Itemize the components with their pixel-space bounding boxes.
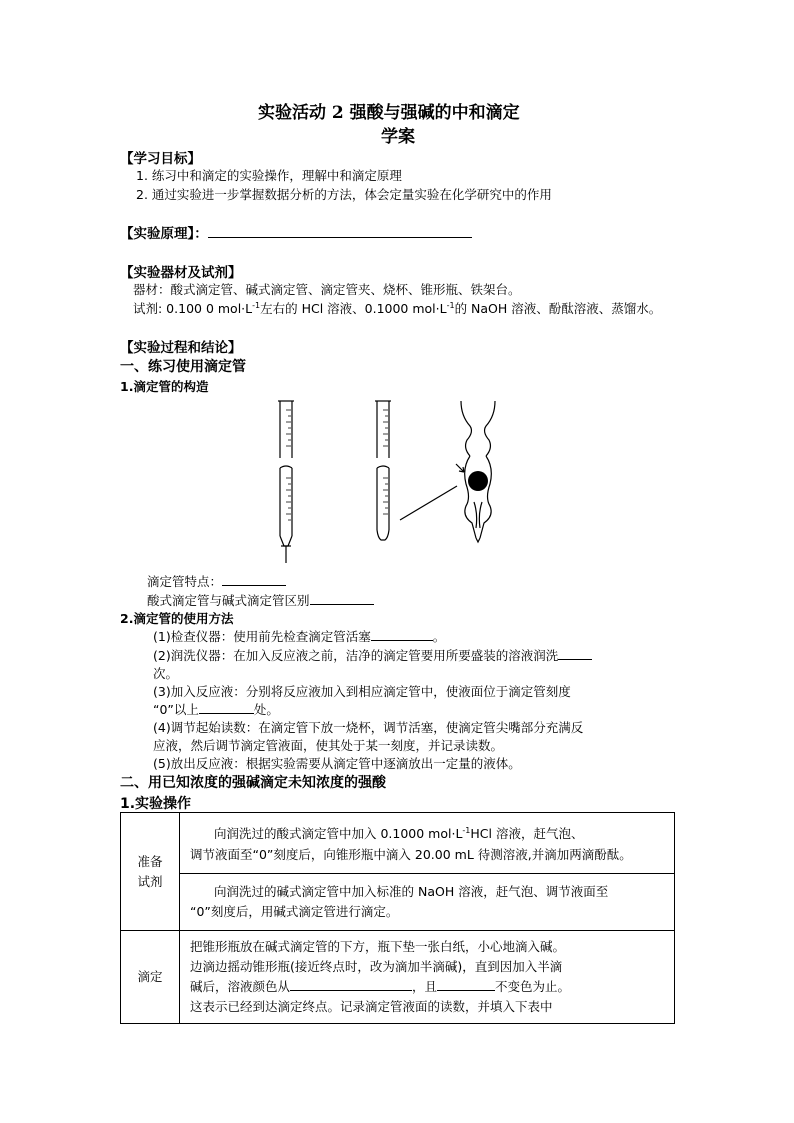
reagents-sup-1: -1	[252, 300, 261, 310]
process-heading: 【实验过程和结论】	[120, 340, 242, 356]
step-1	[153, 627, 445, 645]
goals-heading: 【学习目标】	[120, 151, 201, 167]
prep-label-line-2: 试剂	[137, 873, 163, 889]
principle-answer-blank[interactable]	[208, 225, 472, 238]
goal-item-2: 2. 通过实验进一步掌握数据分析的方法，体会定量实验在化学研究中的作用	[136, 187, 552, 202]
step-2-cont: 次。	[153, 666, 179, 681]
principle-heading-text: 【实验原理】：	[120, 226, 208, 242]
titration-label-cell: 滴定	[121, 931, 180, 1024]
step-2-blank[interactable]	[558, 647, 592, 660]
acid-prep-line-2: 调节液面至“0”刻度后，向锥形瓶中滴入 20.00 mL 待测溶液,并滴加两滴酚酞。	[190, 846, 632, 862]
step-2	[153, 646, 592, 664]
titration-line-1: 把锥形瓶放在碱式滴定管的下方，瓶下垫一张白纸，小心地滴入碱。	[190, 939, 566, 954]
titration-line-4: 这表示已经到达滴定终点。记录滴定管液面的读数，并填入下表中	[190, 999, 553, 1014]
table-row	[121, 931, 675, 1024]
step-1-text: (1)检查仪器：使用前先检查滴定管活塞	[153, 629, 371, 644]
reagents-sup-2: -1	[446, 300, 455, 310]
burette-feature-blank[interactable]	[222, 573, 286, 586]
operation-heading: 1.实验操作	[120, 796, 192, 812]
principle-heading	[120, 222, 472, 242]
burette-usage-heading: 2.滴定管的使用方法	[120, 611, 234, 626]
prep-label-cell	[121, 813, 180, 931]
step-3-end: 处。	[253, 702, 279, 717]
base-burette-icon	[375, 401, 391, 540]
part2-heading: 二、用已知浓度的强碱滴定未知浓度的强酸	[120, 775, 386, 791]
step-3-text: “0”以上	[153, 702, 199, 717]
burette-diff-blank[interactable]	[310, 592, 374, 605]
step-4: (4)调节起始读数：在滴定管下放一烧杯，调节活塞，使滴定管尖嘴部分充满反	[153, 720, 584, 735]
page-subtitle: 学案	[381, 127, 415, 147]
step-2-text: (2)润洗仪器：在加入反应液之前，洁净的滴定管要用所要盛装的溶液润洗	[153, 648, 559, 663]
burette-structure-figure	[260, 398, 520, 573]
base-prep-cell	[180, 874, 675, 931]
step-1-blank[interactable]	[371, 628, 433, 641]
titration-line-3: 碱后，溶液颜色从 ，且 不变色为止。	[190, 979, 571, 994]
materials-reagents	[133, 299, 661, 317]
materials-heading: 【实验器材及试剂】	[120, 265, 242, 281]
glass-bead-icon	[468, 471, 488, 491]
arrow-icon	[400, 486, 457, 520]
table-row	[121, 874, 675, 931]
part1-heading: 一、练习使用滴定管	[120, 359, 246, 375]
reagents-text-c: 的 NaOH 溶液、酚酞溶液、蒸馏水。	[454, 301, 662, 316]
acid-prep-cell	[180, 813, 675, 874]
burette-feature-line	[147, 572, 286, 590]
burette-diff-label: 酸式滴定管与碱式滴定管区别	[147, 593, 310, 608]
page-title: 实验活动 2 强酸与强碱的中和滴定	[258, 103, 520, 123]
reagents-text-b: 左右的 HCl 溶液、0.1000 mol·L	[260, 301, 447, 316]
base-prep-line-1: 向润洗过的碱式滴定管中加入标准的 NaOH 溶液，赶气泡、调节液面至	[214, 884, 609, 899]
step-3: (3)加入反应液：分别将反应液加入到相应滴定管中，使液面位于滴定管刻度	[153, 684, 571, 699]
titration-line-2: 边滴边摇动锥形瓶(接近终点时，改为滴加半滴碱)，直到因加入半滴	[190, 959, 563, 974]
burette-diff-line	[147, 591, 374, 609]
burette-structure-heading: 1.滴定管的构造	[120, 379, 209, 394]
step-3-blank[interactable]	[199, 701, 254, 714]
base-prep-line-2: “0”刻度后，用碱式滴定管进行滴定。	[190, 904, 399, 919]
operation-table	[120, 812, 675, 1024]
table-row	[121, 813, 675, 874]
titration-cell	[180, 931, 675, 1024]
reagents-text-a: 试剂: 0.100 0 mol·L	[133, 301, 253, 316]
step-4-cont: 应液，然后调节滴定管液面，使其处于某一刻度，并记录读数。	[153, 738, 504, 753]
acid-burette-icon	[278, 401, 294, 563]
color-change-blank[interactable]	[290, 978, 412, 991]
goal-item-1: 1. 练习中和滴定的实验操作，理解中和滴定原理	[136, 168, 402, 183]
step-3-cont	[153, 700, 279, 718]
duration-blank[interactable]	[437, 978, 495, 991]
acid-prep-line-1: 向润洗过的酸式滴定管中加入 0.1000 $mol\cdot L^{-1}HCl$ 溶液，赶气泡、	[214, 826, 584, 842]
burette-feature-label: 滴定管特点：	[147, 574, 223, 589]
step-1-end: 。	[432, 629, 446, 644]
materials-equipment: 器材：酸式滴定管、碱式滴定管、滴定管夹、烧杯、锥形瓶、铁架台。	[133, 282, 521, 297]
step-5: (5)放出反应液：根据实验需要从滴定管中逐滴放出一定量的液体。	[153, 756, 521, 771]
prep-label-line-1: 准备	[137, 853, 163, 869]
